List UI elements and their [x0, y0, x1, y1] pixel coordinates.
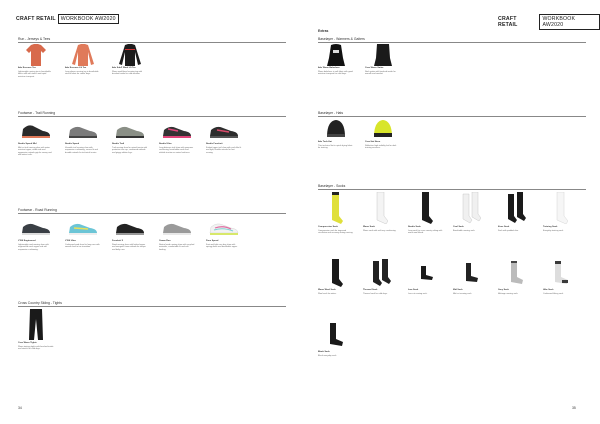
- product-image-ls-tee: [65, 44, 101, 66]
- page-number: 35: [572, 406, 576, 410]
- workbook-label: WORKBOOK AW2020: [58, 14, 119, 24]
- product-card: [65, 217, 101, 249]
- product-card: [363, 191, 399, 232]
- product-card: [318, 118, 354, 150]
- product-description: Long sock for cross country skiing with warm wool blend.: [408, 229, 443, 235]
- product-description: Neck gaiter with brushed inside for warmth and comfort.: [365, 70, 396, 76]
- product-card: [498, 191, 534, 232]
- product-description: Melange running sock.: [498, 292, 519, 295]
- product-name: Nordic Ultra: [159, 143, 172, 145]
- product-card: [365, 44, 401, 76]
- section-title-socks: Baselayer - Socks: [318, 184, 346, 188]
- product-name: Nordic Speed Mid: [18, 143, 37, 145]
- product-image-gaiter: [365, 44, 401, 66]
- product-name: Adv Tech Hat: [318, 141, 332, 143]
- product-name: Adv Essence LS Tee: [65, 67, 87, 69]
- product-description: Road running shoe with knitted upper and energetic foam midsole for tempo and daily runs.: [112, 243, 146, 251]
- page-number: 34: [18, 406, 22, 410]
- product-card: [112, 44, 148, 76]
- product-card: [18, 217, 54, 251]
- shoe-image: [159, 120, 195, 142]
- divider: [18, 116, 286, 117]
- product-card: [159, 120, 195, 154]
- product-name: Nordic Sock: [408, 226, 421, 228]
- product-name: Adv Essence Tee: [18, 67, 36, 69]
- product-description: Cushioned hiking sock.: [543, 292, 564, 295]
- product-name: Core Hat Neon: [365, 141, 381, 143]
- section-title-warmers: Baselayer - Warmers & Gaiters: [318, 37, 365, 41]
- product-description: Low cut running sock.: [408, 292, 428, 295]
- product-name: Warm Wool Sock: [318, 289, 336, 291]
- product-name: Core Warm Gaiter: [365, 67, 384, 69]
- shoe-image: [18, 217, 54, 239]
- shoe-image: [206, 120, 242, 142]
- product-name: Adv Warm Balaclava: [318, 67, 340, 69]
- product-description: Cushioned road shoe for long runs with smooth heel to toe transition.: [65, 243, 100, 249]
- product-description: Neutral road running shoe with recycled materials, comfortable fit and soft landing.: [159, 243, 195, 251]
- product-card: [318, 258, 354, 295]
- product-card: [206, 120, 242, 154]
- product-card: [453, 191, 489, 232]
- sock-image: [543, 258, 579, 288]
- product-name: Nordic Fuseknit: [206, 143, 223, 145]
- product-card: [318, 191, 354, 235]
- shoe-image: [112, 217, 148, 239]
- sock-image: [543, 191, 579, 225]
- product-name: Knee Sock: [498, 226, 510, 228]
- product-name: Black Sock: [318, 351, 330, 353]
- product-name: Hike Sock: [543, 289, 554, 291]
- product-card: [365, 118, 401, 150]
- section-title-road: Footwear - Road Running: [18, 208, 57, 212]
- brand-header: [496, 14, 600, 30]
- product-card: [318, 320, 354, 357]
- sock-image: [453, 191, 489, 225]
- product-description: Warm sock with soft terry cushioning.: [363, 229, 397, 232]
- brand-name: CRAFT RETAIL: [16, 16, 56, 22]
- sock-image: [498, 258, 534, 288]
- product-name: Nordic Speed: [65, 143, 80, 145]
- product-name: Core Warm Tights: [18, 342, 37, 344]
- product-image-tights: [18, 309, 54, 341]
- workbook-label: WORKBOOK AW2020: [539, 14, 600, 30]
- section-title-trail: Footwear - Trail Running: [18, 111, 56, 115]
- sock-image: [453, 258, 489, 288]
- product-card: [498, 258, 534, 295]
- product-description: Sock with padded shin.: [498, 229, 519, 232]
- product-card: [18, 44, 54, 78]
- shoe-image: [112, 120, 148, 142]
- divider: [18, 42, 286, 43]
- product-description: Fast and light race day shoe with springy foam and breathable upper.: [206, 243, 238, 249]
- sock-image: [318, 258, 354, 288]
- sock-image: [498, 191, 534, 225]
- product-name: Thermal Sock: [363, 289, 378, 291]
- product-card: [18, 309, 54, 351]
- product-name: Training Sock: [543, 226, 558, 228]
- product-description: Trail running shoe for mixed terrain with protective toe cap, cushioned midsole and grippy rubber lugs.: [112, 146, 148, 154]
- product-description: Wool sock for winter.: [318, 292, 337, 295]
- product-image-balaclava: [318, 44, 354, 66]
- sock-image: [363, 191, 399, 225]
- product-description: Compression sock for improved circulation and recovery during running.: [318, 229, 354, 235]
- product-image-neon-hat: [365, 118, 401, 140]
- product-card: [543, 258, 579, 295]
- divider: [18, 213, 286, 214]
- product-card: [18, 120, 54, 157]
- section-title-tights: Cross Country Skiing - Tights: [18, 301, 62, 305]
- product-card: [159, 217, 195, 251]
- product-name: Compression Sock: [318, 226, 338, 228]
- product-card: [408, 258, 444, 295]
- product-card: [408, 191, 444, 235]
- product-description: Lightweight road running shoe with engineered mesh upper and soft responsive cushioning.: [18, 243, 49, 251]
- product-name: Cool Sock: [453, 226, 464, 228]
- section-title-jerseys: Run - Jerseys & Tees: [18, 37, 51, 41]
- product-card: [318, 44, 354, 76]
- product-description: Versatile trail running shoe with responsive cushioning, secure fit and durable outsole for technical terrain.: [65, 146, 98, 154]
- product-description: Thin technical hat in quick drying fabric for training.: [318, 144, 353, 150]
- brand-name: CRAFT RETAIL: [498, 16, 518, 28]
- shoe-image: [65, 120, 101, 142]
- product-description: Warm balaclava in soft fabric with good moisture transport for cold days.: [318, 70, 353, 76]
- product-name: Low Sock: [408, 289, 419, 291]
- product-card: [543, 191, 579, 232]
- product-card: [65, 44, 101, 76]
- product-description: Mid cut running sock.: [453, 292, 472, 295]
- sock-image: [318, 191, 354, 225]
- product-description: Breathable running sock.: [453, 229, 476, 232]
- divider: [318, 116, 586, 117]
- product-image-wool-tee: [112, 44, 148, 66]
- product-name: Fuseknit X: [112, 240, 124, 242]
- product-name: V150 Engineered: [18, 240, 36, 242]
- shoe-image: [18, 120, 54, 142]
- product-description: Long sleeve running top in breathable stretch fabric for cooler days.: [65, 70, 99, 76]
- shoe-image: [65, 217, 101, 239]
- shoe-image: [159, 217, 195, 239]
- product-name: Warm Sock: [363, 226, 375, 228]
- shoe-image: [206, 217, 242, 239]
- product-image-tee: [18, 44, 54, 66]
- product-name: V150 Ultra: [65, 240, 76, 242]
- product-name: Pace Speed: [206, 240, 219, 242]
- divider: [18, 306, 286, 307]
- right-page: [300, 0, 600, 424]
- product-description: Mid cut trail running shoe with water resistant upper, stable ride and aggressive outsole grip for snowy and wet winter trails.: [18, 146, 52, 157]
- divider: [318, 189, 586, 190]
- sock-image: [363, 258, 399, 288]
- product-card: [206, 217, 242, 249]
- section-title-hats: Baselayer - Hats: [318, 111, 344, 115]
- product-description: Lightweight running tee in breathable fabric with soft stretch and rapid moisture transport.: [18, 70, 51, 78]
- product-description: Everyday training sock.: [543, 229, 564, 232]
- product-card: [112, 217, 148, 251]
- product-card: [112, 120, 148, 154]
- product-name: Adv SubZ Wool LS Tee: [112, 67, 136, 69]
- product-description: Long distance trail shoe with generous cushioning, breathable mesh and reliable traction on varied surfaces.: [159, 146, 194, 154]
- product-image-hat: [318, 118, 354, 140]
- product-name: Mid Sock: [453, 289, 463, 291]
- product-card: [453, 258, 489, 295]
- product-description: Knitted upper trail shoe with sock-like fit and light, flexible outsole for fast running.: [206, 146, 242, 154]
- product-name: Ocean Run: [159, 240, 171, 242]
- product-name: Nordic Trail: [112, 143, 125, 145]
- page-section-title: Extras: [318, 29, 329, 33]
- brand-header: [14, 14, 119, 24]
- product-description: Warm training tights with brushed inside and stretch for cold days.: [18, 345, 54, 351]
- product-description: Reflective high visibility hat for dark training sessions.: [365, 144, 397, 150]
- sock-image: [408, 258, 444, 288]
- sock-image: [408, 191, 444, 225]
- product-description: Warm wool blend running top with brushed inside for cold weather.: [112, 70, 143, 76]
- product-description: Thermal sock for cold days.: [363, 292, 388, 295]
- product-description: Black everyday sock.: [318, 354, 337, 357]
- sock-image: [318, 320, 354, 350]
- divider: [318, 42, 586, 43]
- product-name: Grey Sock: [498, 289, 509, 291]
- product-card: [65, 120, 101, 154]
- product-card: [363, 258, 399, 295]
